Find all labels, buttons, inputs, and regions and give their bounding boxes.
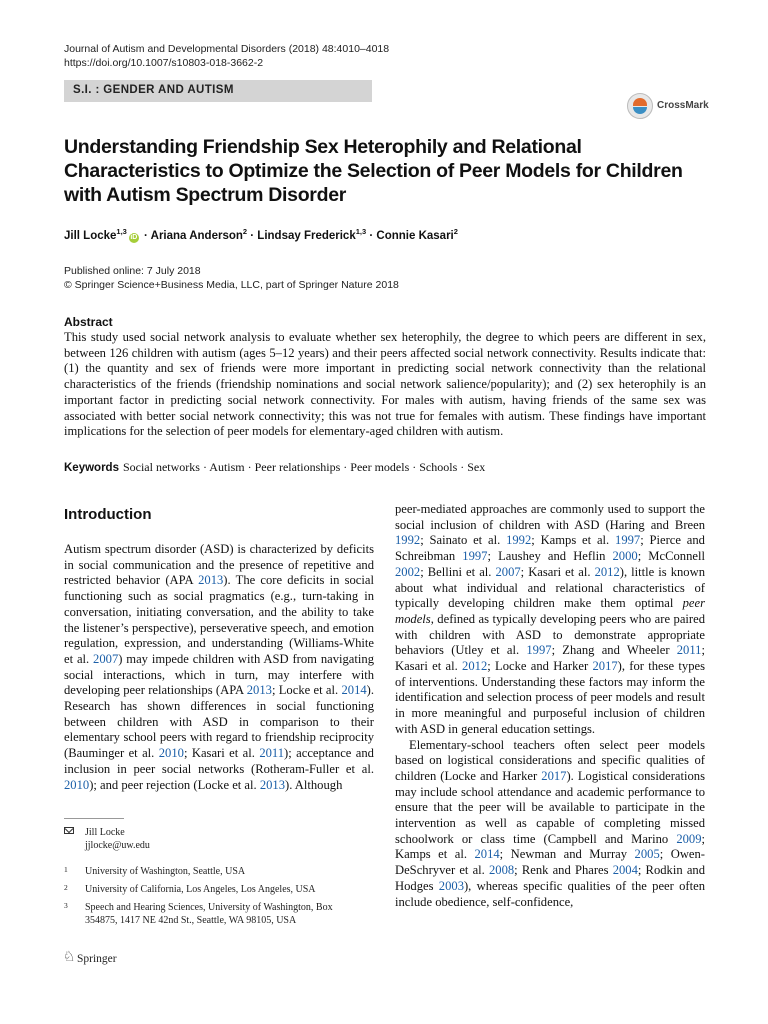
body-text: ), little is known about what individual and relational characteristics of typically developing children make them optimal	[395, 564, 705, 611]
abstract-text: This study used social network analysis to evaluate whether sex heterophily, the degree to which peers are different in sex, between 126 children with autism (ages 5–12 years) and their peers affected social network connectivity. Results indicate that: (1) the quantity and sex of friends were more important in predicting social network connectivity than the relational characteristics of the friends (friendship nominations and social network salience/popularity); and (2) sex heterophily is an important factor in predicting social network connectivity. For males with autism, having friends of the same sex was associated with better social network connectivity; this was not true for females with autism. These findings have important implications for the selection of peer models for elementary-aged children with autism.	[64, 330, 706, 439]
body-text: ); acceptance and inclusion in peer social networks (Rotheram-Fuller et al.	[64, 746, 374, 776]
affiliation-text: University of California, Los Angeles, Los Angeles, USA	[85, 884, 316, 895]
body-text: ; Locke and Harker	[487, 659, 593, 674]
body-text: Elementary-school teachers often select peer models based on logistical considerations and specific qualities of children (Locke and Harker	[395, 737, 705, 783]
citation-link[interactable]: 1992	[506, 533, 532, 548]
body-text: ; Sainato et al.	[420, 533, 507, 548]
body-text: ; Kamps et al.	[531, 533, 616, 548]
introduction-heading: Introduction	[64, 506, 152, 523]
citation-link[interactable]: 2013	[259, 777, 285, 792]
body-text: ; Kasari et al.	[520, 564, 595, 579]
author-separator: ·	[366, 229, 377, 242]
author-list	[64, 227, 458, 243]
citation-link[interactable]: 2003	[438, 878, 464, 893]
journal-citation: Journal of Autism and Developmental Disorders (2018) 48:4010–4018	[64, 43, 390, 55]
publisher-footer	[64, 952, 117, 965]
author-affiliation: 1,3	[116, 227, 127, 236]
body-text: ; Bellini et al.	[420, 564, 496, 579]
citation-link[interactable]: 2009	[676, 831, 702, 846]
citation-link[interactable]: 1997	[526, 643, 552, 658]
publication-info	[64, 264, 399, 292]
citation-link[interactable]: 2008	[488, 863, 515, 878]
citation-link[interactable]: 1997	[615, 533, 641, 548]
published-date: Published online: 7 July 2018	[64, 265, 201, 277]
citation-link[interactable]: 2014	[474, 847, 500, 862]
section-banner-label: S.I. : GENDER AND AUTISM	[73, 84, 234, 96]
affiliation-text: University of Washington, Seattle, USA	[85, 866, 246, 877]
mail-icon	[64, 827, 74, 834]
body-text: ; Renk and Phares	[514, 863, 613, 878]
body-text: ). Research has shown differences in social functioning between children with ASD in comparison to their elementary school peers with regard to friendship reciprocity (Bauminger et al.	[64, 683, 374, 761]
right-column	[395, 502, 705, 910]
body-text: ; Kasari et al.	[395, 643, 705, 674]
left-column	[64, 542, 374, 793]
citation-link[interactable]: 2011	[676, 643, 702, 658]
citation-link[interactable]: 2004	[612, 863, 638, 878]
author-affiliation: 2	[242, 227, 248, 236]
crossmark-label: CrossMark	[657, 100, 709, 111]
body-text: ), for these types of interventions. Understanding these factors may inform the identification and selection process of peer models and result in more meaningful and purposeful inclusion of children with ASD in general education settings.	[395, 659, 706, 736]
author-separator: ·	[140, 229, 151, 242]
body-text: ; Laushey and Heflin	[487, 549, 613, 564]
body-text: ). The core deficits in social functioning such as social pragmatics (e.g., turn-taking in conversation, initiating conversation, and the ability to take the listener’s perspective), perseverative speech, and emotion regulation, expression, and understanding (Williams-White et al.	[64, 573, 374, 666]
affiliation-text: Speech and Hearing Sciences, University of Washington, Box 354875, 1417 NE 42nd St., Seattle, WA 98105, USA	[85, 902, 333, 926]
citation-link[interactable]: 2017	[541, 768, 567, 783]
citation-link[interactable]: 2012	[462, 659, 488, 674]
body-text: ; Rodkin and Hodges	[395, 863, 705, 893]
crossmark-icon	[627, 93, 653, 119]
citation-link[interactable]: 2011	[259, 746, 285, 761]
article-title: Understanding Friendship Sex Heterophily and Relational Characteristics to Optimize the Selection of Peer Models for Children with Autism Spectrum Disorder	[64, 136, 683, 206]
citation-link[interactable]: 2007	[93, 651, 119, 666]
body-text: ), whereas specific qualities of the peer often include obedience, self-confidence,	[395, 878, 706, 909]
citation-link[interactable]: 2013	[198, 573, 224, 588]
body-text: ) may impede children with ASD from navigating social interactions, which in turn, may interfere with developing peer relationships (APA	[64, 651, 374, 698]
body-text: ; McConnell	[637, 549, 705, 564]
citation-link[interactable]: 2014	[341, 683, 367, 698]
body-text: ; Pierce and Schreibman	[395, 533, 705, 564]
citation-link[interactable]: 2013	[246, 683, 272, 698]
body-text: peer-mediated approaches are commonly used to support the social inclusion of children with ASD (Haring and Breen	[395, 502, 705, 532]
body-text: ; Locke et al.	[271, 683, 342, 698]
author-name[interactable]: Lindsay Frederick	[257, 229, 356, 242]
body-text: Autism spectrum disorder (ASD) is characterized by deficits in social communication and the presence of repetitive and restricted behavior (APA	[64, 542, 374, 588]
author-affiliation: 2	[453, 227, 458, 236]
citation-link[interactable]: 2000	[612, 549, 638, 564]
author-name[interactable]: Ariana Anderson	[150, 229, 243, 242]
body-text: ; Zhang and Wheeler	[551, 643, 677, 658]
citation-link[interactable]: 1997	[462, 549, 488, 564]
abstract-heading: Abstract	[64, 315, 113, 329]
affiliation-number: 1	[64, 865, 68, 874]
affiliation-number: 2	[64, 883, 68, 892]
citation-link[interactable]: 2017	[592, 659, 618, 674]
citation-link[interactable]: 2012	[594, 564, 620, 579]
body-text: ); and peer rejection (Locke et al.	[89, 777, 260, 792]
contact-name: Jill Locke	[85, 827, 125, 838]
crossmark-badge[interactable]	[627, 93, 707, 123]
doi-link[interactable]: https://doi.org/10.1007/s10803-018-3662-2	[64, 57, 264, 69]
body-text: , defined as typically developing peers who are paired with children with ASD to demonstrate appropriate behaviors (Utley et al.	[395, 611, 705, 658]
publisher-name: Springer	[77, 953, 117, 965]
intro-paragraph-1	[64, 542, 374, 793]
keywords-label: Keywords	[64, 462, 119, 474]
keywords	[64, 460, 485, 475]
citation-link[interactable]: 2007	[495, 564, 521, 579]
author-name[interactable]: Jill Locke	[64, 229, 117, 242]
intro-paragraph-3	[395, 738, 705, 911]
citation-link[interactable]: 2005	[634, 847, 660, 862]
contact-email[interactable]: jjlocke@uw.edu	[85, 840, 150, 851]
body-text: ; Kamps et al.	[395, 831, 705, 862]
journal-header	[64, 42, 389, 70]
intro-paragraph-2	[395, 502, 705, 738]
emphasis-text: peer models	[395, 596, 705, 626]
section-banner	[64, 80, 372, 102]
footnote-divider	[64, 818, 124, 819]
orcid-icon[interactable]: iD	[130, 233, 138, 241]
citation-link[interactable]: 2002	[395, 564, 421, 579]
citation-link[interactable]: 2010	[158, 746, 184, 761]
keywords-text: Social networks · Autism · Peer relationships · Peer models · Schools · Sex	[122, 460, 486, 474]
author-separator: ·	[247, 229, 258, 242]
body-text: ; Owen-DeSchryver et al.	[395, 847, 705, 878]
body-text: ; Kasari et al.	[183, 746, 260, 761]
body-text: ). Logistical considerations may include school attendance and academic performance to ensure that the peer will be available to participate in the intervention as well as capable of completing missed schoolwork or class time (Campbell and Marino	[395, 768, 705, 846]
affiliation-number: 3	[64, 901, 68, 910]
springer-horse-icon	[64, 952, 74, 964]
author-name[interactable]: Connie Kasari	[376, 229, 454, 242]
citation-link[interactable]: 1992	[395, 533, 421, 548]
body-text: ). Although	[285, 777, 343, 792]
citation-link[interactable]: 2010	[64, 777, 90, 792]
body-text: ; Newman and Murray	[499, 847, 635, 862]
copyright: © Springer Science+Business Media, LLC, part of Springer Nature 2018	[64, 279, 399, 291]
author-affiliation: 1,3	[355, 227, 367, 236]
